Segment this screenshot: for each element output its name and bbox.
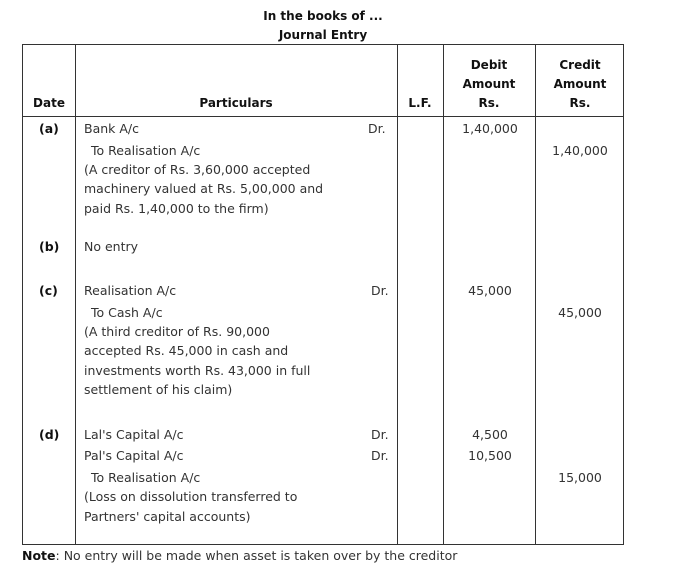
header-debit: Debit Amount Rs. [462,58,516,110]
credit-amount: 1,40,000 [552,143,608,158]
book-heading: In the books of ... [263,9,383,23]
header-divider [23,116,623,117]
header-date: Date [33,96,65,110]
particular-line: (A creditor of Rs. 3,60,000 accepted [84,162,311,177]
particular-line: To Cash A/c [91,305,163,320]
journal-title: Journal Entry [278,28,368,42]
col-divider [443,45,444,544]
dr-marker: Dr. [371,448,389,463]
particular-line: paid Rs. 1,40,000 to the firm) [84,201,269,216]
particular-line: To Realisation A/c [91,143,201,158]
particular-line: (Loss on dissolution transferred to [84,489,298,504]
particular-line: Bank A/c [84,121,140,136]
journal-table [22,44,624,545]
particular-line: To Realisation A/c [91,470,201,485]
dr-marker: Dr. [368,121,386,136]
entry-label: (a) [39,121,59,136]
particular-line: Lal's Capital A/c [84,427,184,442]
note-label: Note [22,548,56,563]
particular-line: Realisation A/c [84,283,177,298]
particular-line: (A third creditor of Rs. 90,000 [84,324,270,339]
entry-label: (b) [39,239,60,254]
entry-label: (d) [39,427,60,442]
entry-label: (c) [39,283,58,298]
col-divider [75,45,76,544]
debit-amount: 10,500 [468,448,512,463]
debit-amount: 4,500 [472,427,508,442]
footnote [22,548,457,563]
dr-marker: Dr. [371,283,389,298]
header-credit: Credit Amount Rs. [553,58,607,110]
particular-line: Pal's Capital A/c [84,448,184,463]
particular-line: investments worth Rs. 43,000 in full [84,363,311,378]
note-text: : No entry will be made when asset is taken over by the creditor [55,548,458,563]
particular-line: machinery valued at Rs. 5,00,000 and [84,181,324,196]
debit-amount: 45,000 [468,283,512,298]
particular-line: No entry [84,239,139,254]
particular-line: Partners' capital accounts) [84,509,251,524]
credit-amount: 15,000 [558,470,602,485]
debit-amount: 1,40,000 [462,121,518,136]
particular-line: settlement of his claim) [84,382,233,397]
dr-marker: Dr. [371,427,389,442]
credit-amount: 45,000 [558,305,602,320]
header-particulars: Particulars [199,96,273,110]
header-lf: L.F. [408,96,432,110]
particular-line: accepted Rs. 45,000 in cash and [84,343,289,358]
